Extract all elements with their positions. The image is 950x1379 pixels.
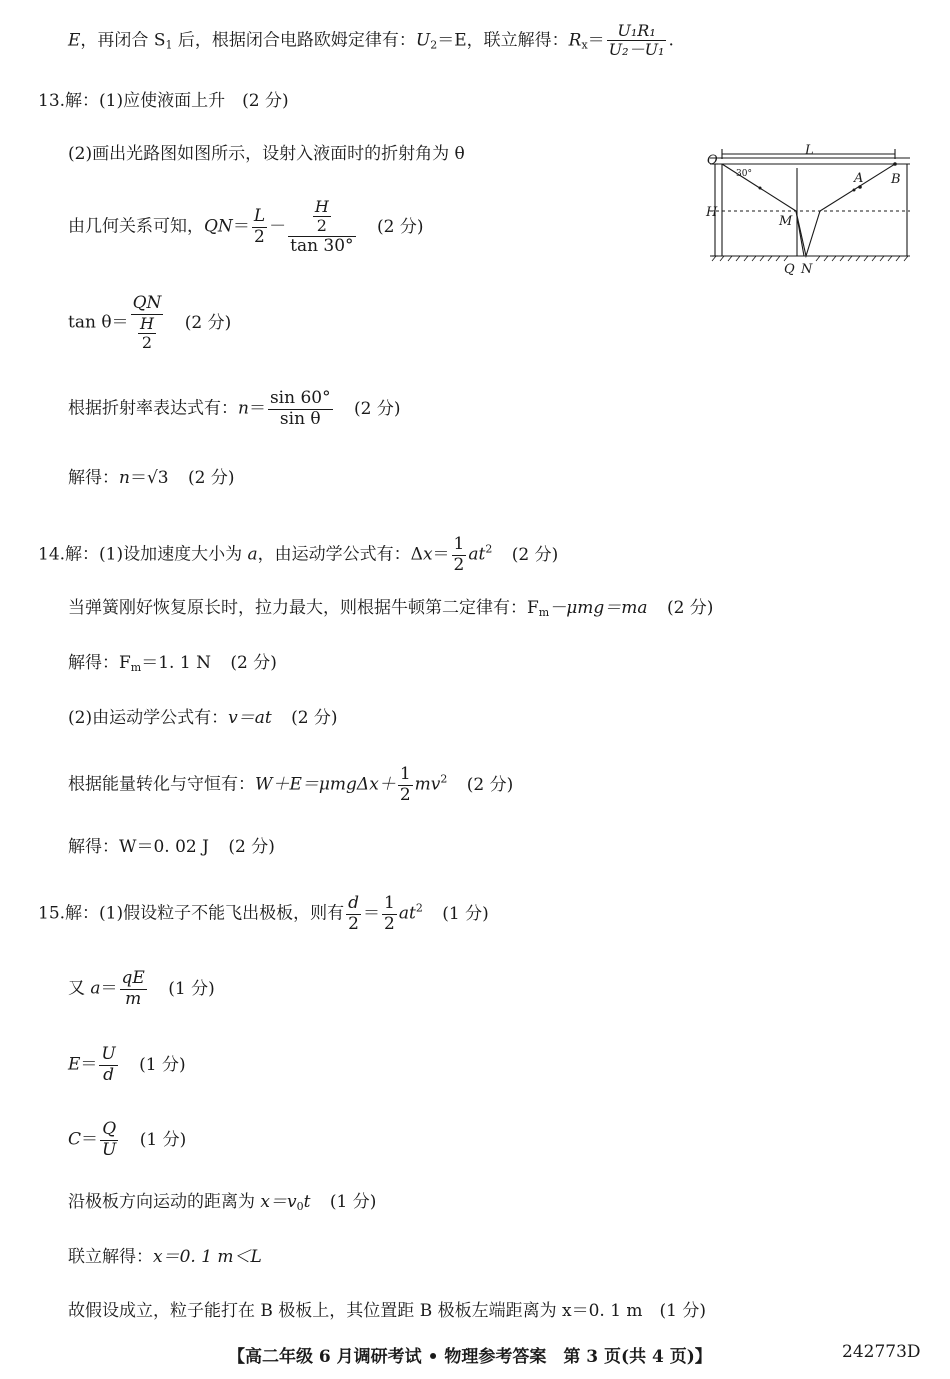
- q13-tan-equation: tan θ＝ $\frac{QN}{\frac{H}{2}}$ (2 分): [68, 293, 232, 352]
- label-angle: 30°: [736, 169, 752, 179]
- q14-energy-line: 根据能量转化与守恒有：W＋E＝μmgΔx＋ $\frac{1}{2}$ $mv^2$ (2 分): [68, 764, 514, 805]
- q15-conclusion: 故假设成立，粒子能打在 B 极板上，其位置距 B 极板左端距离为 x＝0. 1 m (1 分): [68, 1301, 707, 1321]
- q15-a-equation: 又 a＝ $\frac{qE}{m}$ (1 分): [68, 968, 215, 1009]
- q13-part2: (2)画出光路图如图所示，设射入液面时的折射角为 θ: [68, 144, 465, 164]
- label-A: A: [854, 171, 864, 186]
- intro-line: E，再闭合 $S_1$ 后，根据闭合电路欧姆定律有：$U_2=E$，联立解得：$R_x=$ $\frac{\text{U₁R₁}}{\text{U₂－U₁}}$ .: [68, 21, 674, 60]
- footer-code: 242773D: [842, 1342, 921, 1362]
- label-N: N: [801, 262, 813, 277]
- q15-joint-solution: 联立解得：x＝0. 1 m＜L: [68, 1247, 262, 1267]
- footer-title: 【高二年级 6 月调研考试 • 物理参考答案 第 3 页(共 4 页)】: [228, 1347, 712, 1367]
- q13-heading: 13.解：(1)应使液面上升 (2 分): [38, 91, 289, 111]
- q15-distance-line: 沿极板方向运动的距离为 $x=v_0t$ (1 分): [68, 1192, 377, 1213]
- q13-n-equation: 根据折射率表达式有：n＝ $\frac{\sin 60^\circ}{\text{sin θ}}$ (2 分): [68, 388, 401, 429]
- rx-fraction: $\frac{\text{U₁R₁}}{\text{U₂－U₁}}$: [608, 21, 665, 60]
- point-B: [893, 162, 897, 166]
- q14-newton-line: 当弹簧刚好恢复原长时，拉力最大，则根据牛顿第二定律有：$F_m-\mu mg=ma$ (2 分): [68, 598, 714, 619]
- q13-solution: 解得：n＝√3 (2 分): [68, 468, 235, 488]
- q14-heading: 14.解：(1)设加速度大小为 a，由运动学公式有：Δx＝ $\frac{1}{2}$ $at^2$ (2 分): [38, 534, 559, 575]
- q13-qn-equation: 由几何关系可知，QN＝ $\frac{L}{2}$ － $\frac{\frac{H}{2}}{\tan 30^\circ}$ (2 分): [68, 197, 424, 256]
- label-L: L: [805, 143, 814, 158]
- q15-c-equation: C＝ $\frac{Q}{U}$ (1 分): [68, 1119, 187, 1160]
- q15-e-equation: E＝ $\frac{U}{d}$ (1 分): [68, 1044, 186, 1085]
- q15-heading: 15.解：(1)假设粒子不能飞出极板，则有 $\frac{d}{2}$ ＝ $\frac{1}{2}$ $at^2$ (1 分): [38, 893, 489, 934]
- label-B: B: [891, 172, 901, 187]
- q14-w-solution: 解得：W＝0. 02 J (2 分): [68, 837, 275, 857]
- q14-fm-solution: 解得：$F_m=1$. 1 N (2 分): [68, 653, 277, 674]
- label-H: H: [706, 205, 718, 220]
- light-path-figure: [700, 140, 915, 280]
- label-O: O: [707, 153, 718, 168]
- q14-part2: (2)由运动学公式有：v＝at (2 分): [68, 708, 338, 728]
- label-Q: Q: [784, 262, 795, 277]
- label-M: M: [779, 214, 793, 229]
